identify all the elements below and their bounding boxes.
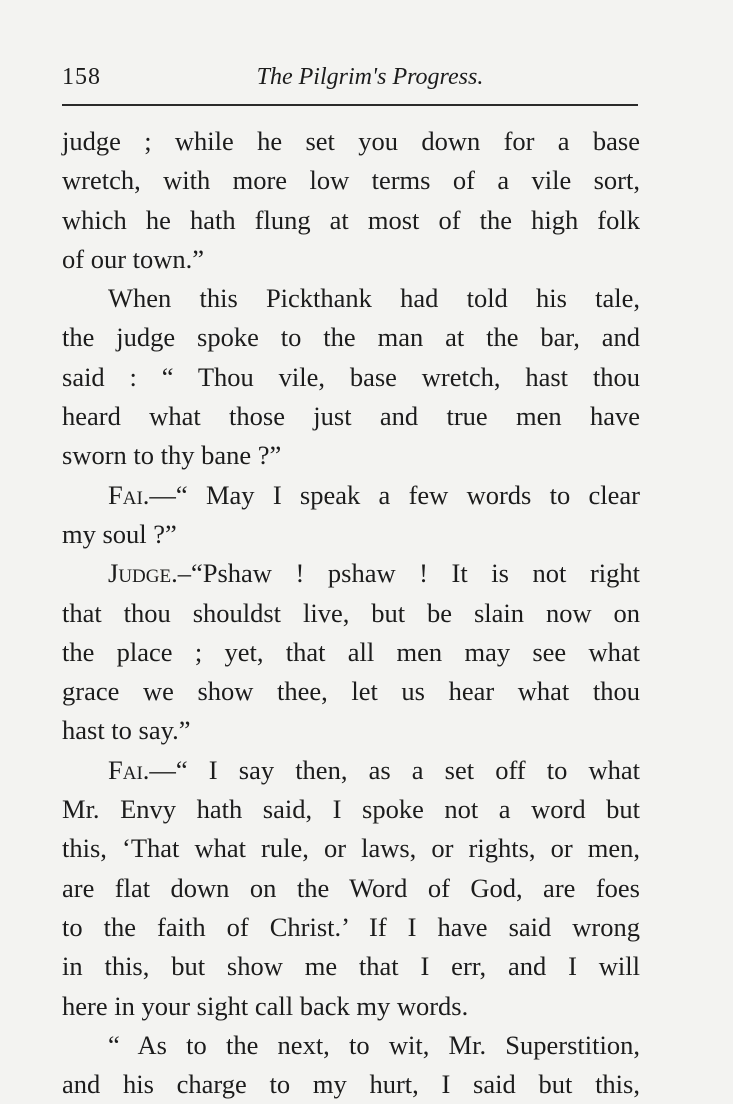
text-line: the judge spoke to the man at the bar, and xyxy=(62,322,640,353)
text-line: to the faith of Christ.’ If I have said wrong xyxy=(62,911,640,942)
header-rule xyxy=(62,104,638,106)
text-line: my soul ?” xyxy=(62,518,177,549)
text-line: hast to say.” xyxy=(62,715,191,746)
speaker-name: Fai. xyxy=(108,479,150,510)
text-line: here in your sight call back my words. xyxy=(62,990,469,1021)
text-line: the place ; yet, that all men may see what xyxy=(62,636,640,667)
text-line: grace we show thee, let us hear what thou xyxy=(62,676,640,707)
running-title: The Pilgrim's Progress. xyxy=(256,64,484,90)
speaker-name: Judge. xyxy=(108,558,178,589)
text-line: When this Pickthank had told his tale, xyxy=(108,283,640,314)
text-line: sworn to thy bane ?” xyxy=(62,440,282,471)
text-line xyxy=(62,476,640,515)
text-line: of our town.” xyxy=(62,243,205,274)
body-text xyxy=(62,122,640,1104)
text-line: and his charge to my hurt, I said but this, xyxy=(62,1069,640,1100)
text-line: in this, but show me that I err, and I will xyxy=(62,951,640,982)
text-line: “ As to the next, to wit, Mr. Superstition, xyxy=(108,1029,640,1060)
page-number: 158 xyxy=(62,64,101,90)
text-line: said : “ Thou vile, base wretch, hast thou xyxy=(62,361,640,392)
speaker-text: –“Pshaw ! pshaw ! It is not right xyxy=(177,558,640,589)
text-line: are flat down on the Word of God, are foes xyxy=(62,872,640,903)
text-line: this, ‘That what rule, or laws, or rights, or men, xyxy=(62,833,640,864)
speaker-name: Fai. xyxy=(108,754,150,785)
speaker-text: —“ I say then, as a set off to what xyxy=(149,754,640,785)
text-line: that thou shouldst live, but be slain now on xyxy=(62,597,640,628)
text-line: judge ; while he set you down for a base xyxy=(62,126,640,156)
text-line: heard what those just and true men have xyxy=(62,401,640,432)
running-head xyxy=(62,64,638,98)
text-line: wretch, with more low terms of a vile sort, xyxy=(62,165,640,196)
text-line xyxy=(62,554,640,593)
speaker-text: —“ May I speak a few words to clear xyxy=(149,479,640,510)
text-line: which he hath flung at most of the high folk xyxy=(62,204,640,235)
text-line xyxy=(62,751,640,790)
text-line: Mr. Envy hath said, I spoke not a word but xyxy=(62,794,640,825)
